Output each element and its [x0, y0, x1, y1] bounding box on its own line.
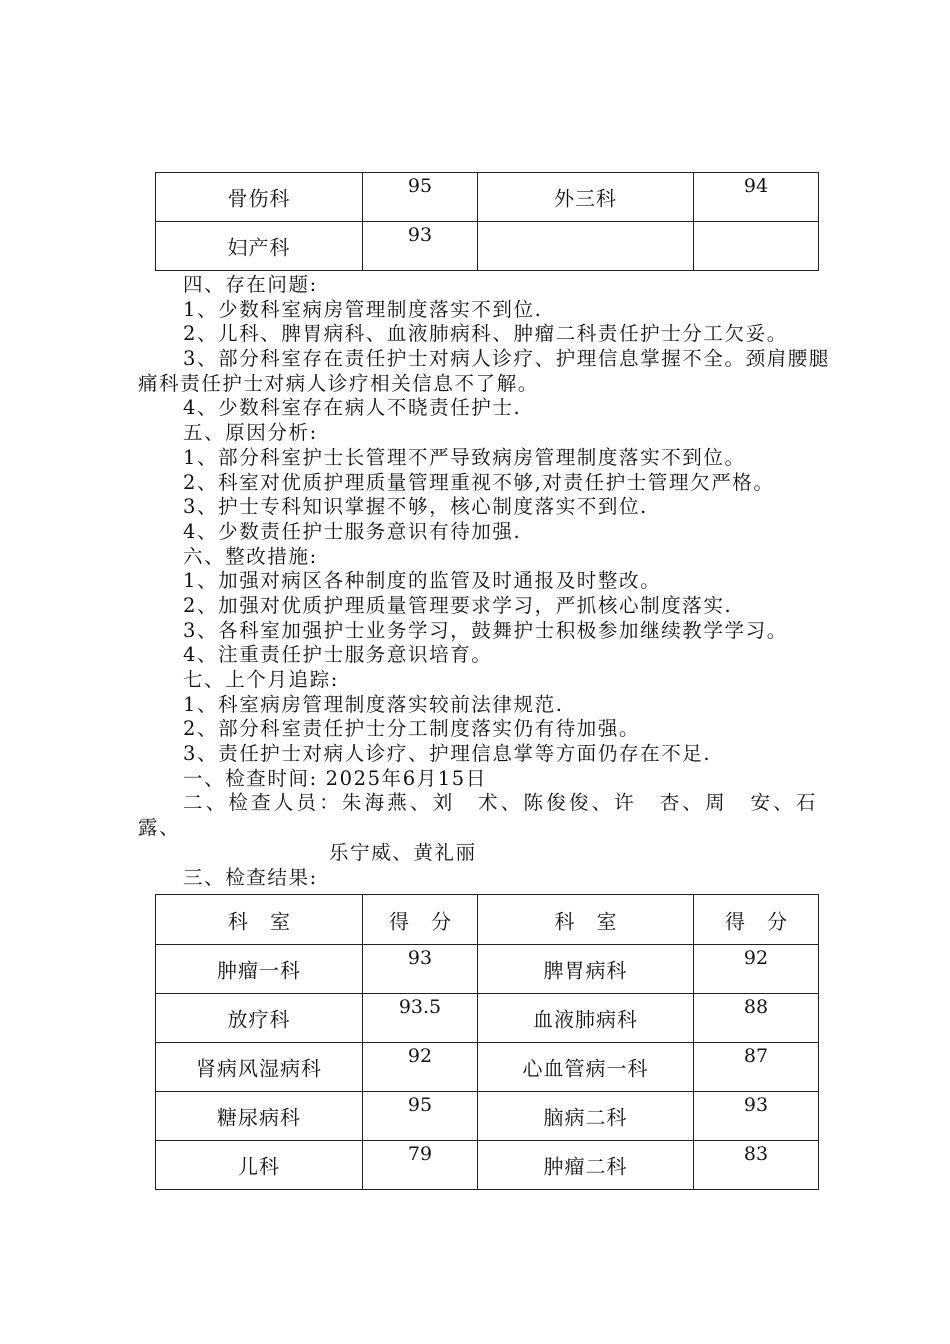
- header-score: 得分: [725, 909, 809, 933]
- score-value: 92: [743, 947, 769, 969]
- inspectors-line: 乐宁威、黄礼丽: [329, 840, 477, 864]
- section-heading: 六、整改措施:: [183, 544, 318, 568]
- list-item: 2、科室对优质护理质量管理重视不够,对责任护士管理欠严格。: [183, 470, 775, 494]
- score-value: 93: [743, 1094, 769, 1116]
- dept-name: 儿科: [238, 1154, 280, 1179]
- dept-cell: [156, 1141, 363, 1190]
- dept-name: 糖尿病科: [217, 1105, 301, 1130]
- dept-name: 骨伤科: [227, 186, 291, 211]
- section-heading: 七、上个月追踪:: [183, 668, 339, 692]
- list-item: 1、少数科室病房管理制度落实不到位.: [183, 297, 543, 321]
- inspection-time: 一、检查时间: 2025年6月15日: [183, 766, 487, 790]
- score-value: 83: [743, 1143, 769, 1165]
- dept-name: 放疗科: [227, 1007, 291, 1032]
- list-item: 2、儿科、脾胃病科、血液肺病科、肿瘤二科责任护士分工欠妥。: [183, 322, 788, 346]
- score-value: 88: [743, 996, 769, 1018]
- column-header: [478, 895, 694, 945]
- dept-cell: [478, 945, 694, 994]
- dept-name: 肾病风湿病科: [196, 1056, 322, 1081]
- list-item: 2、加强对优质护理质量管理要求学习，严抓核心制度落实.: [183, 593, 733, 617]
- score-cell: [694, 1043, 819, 1092]
- score-cell: [694, 1141, 819, 1190]
- score-cell: [363, 1141, 478, 1190]
- dept-name: 血液肺病科: [533, 1007, 638, 1032]
- score-cell: [694, 173, 819, 222]
- score-cell: [694, 994, 819, 1043]
- dept-cell: [478, 1141, 694, 1190]
- dept-name: 脾胃病科: [543, 958, 628, 983]
- table-row: [156, 222, 819, 271]
- list-item: 2、部分科室责任护士分工制度落实仍有待加强。: [183, 717, 641, 741]
- list-item: 1、加强对病区各种制度的监管及时通报及时整改。: [183, 569, 662, 593]
- score-value: 95: [407, 1094, 433, 1116]
- table-row: [156, 1092, 819, 1141]
- score-value: 92: [407, 1045, 433, 1067]
- header-dept: 科室: [554, 909, 639, 933]
- dept-name: 肿瘤一科: [217, 958, 301, 983]
- score-value: 93: [407, 224, 433, 246]
- report-body: [138, 273, 838, 890]
- dept-cell: [478, 173, 694, 222]
- score-cell: [363, 945, 478, 994]
- inspectors-line: 露、: [138, 816, 181, 840]
- list-item: 3、护士专科知识掌握不够，核心制度落实不到位.: [183, 495, 648, 519]
- table-row: [156, 945, 819, 994]
- score-cell: [363, 173, 478, 222]
- score-cell: [363, 994, 478, 1043]
- dept-name: 外三科: [554, 186, 617, 211]
- list-item: 4、少数责任护士服务意识有待加强.: [183, 519, 522, 543]
- list-item: 1、部分科室护士长管理不严导致病房管理制度落实不到位。: [183, 445, 746, 469]
- score-value: 87: [743, 1045, 769, 1067]
- dept-name: 脑病二科: [543, 1105, 628, 1130]
- dept-cell: [478, 994, 694, 1043]
- column-header: [156, 895, 363, 945]
- list-item: 4、注重责任护士服务意识培育。: [183, 643, 493, 667]
- score-value: 93: [407, 947, 433, 969]
- table-row: [156, 994, 819, 1043]
- score-cell: [694, 222, 819, 271]
- dept-name: 肿瘤二科: [543, 1154, 628, 1179]
- table-header-row: [156, 895, 819, 945]
- list-item: 3、部分科室存在责任护士对病人诊疗、护理信息掌握不全。颈肩腰腿痛科责任护士对病人诊疗相关信息不了解。: [138, 347, 831, 395]
- score-value: 79: [407, 1143, 433, 1165]
- score-value: 95: [407, 175, 433, 197]
- dept-name: 妇产科: [227, 235, 291, 260]
- list-item: 3、各科室加强护士业务学习，鼓舞护士积极参加继续教学学习。: [183, 618, 788, 642]
- dept-name: 心血管病一科: [522, 1056, 649, 1081]
- table-row: [156, 1043, 819, 1092]
- dept-cell: [478, 1043, 694, 1092]
- dept-cell: [478, 222, 694, 271]
- dept-cell: [156, 222, 363, 271]
- score-cell: [694, 945, 819, 994]
- score-table-top: [155, 172, 819, 271]
- dept-cell: [156, 173, 363, 222]
- section-heading: 三、检查结果:: [183, 865, 318, 889]
- table-row: [156, 173, 819, 222]
- header-score: 得分: [389, 909, 473, 933]
- score-cell: [363, 1043, 478, 1092]
- score-cell: [694, 1092, 819, 1141]
- column-header: [363, 895, 478, 945]
- score-cell: [363, 222, 478, 271]
- dept-cell: [478, 1092, 694, 1141]
- score-value: 93.5: [398, 996, 442, 1018]
- score-table-results: [155, 894, 819, 1190]
- inspectors-line: 二、检查人员：朱海燕、刘 术、陈俊俊、许 杏、周 安、石: [183, 791, 819, 815]
- list-item: 3、责任护士对病人诊疗、护理信息掌等方面仍存在不足.: [183, 742, 712, 766]
- dept-cell: [156, 1092, 363, 1141]
- column-header: [694, 895, 819, 945]
- score-cell: [363, 1092, 478, 1141]
- dept-cell: [156, 1043, 363, 1092]
- list-item: 1、科室病房管理制度落实较前法律规范.: [183, 692, 564, 716]
- section-heading: 五、原因分析:: [183, 421, 318, 445]
- list-item: 4、少数科室存在病人不晓责任护士.: [183, 396, 522, 420]
- section-heading: 四、存在问题:: [183, 273, 318, 296]
- dept-cell: [156, 945, 363, 994]
- score-value: 94: [743, 175, 769, 197]
- table-row: [156, 1141, 819, 1190]
- header-dept: 科室: [228, 909, 312, 933]
- dept-cell: [156, 994, 363, 1043]
